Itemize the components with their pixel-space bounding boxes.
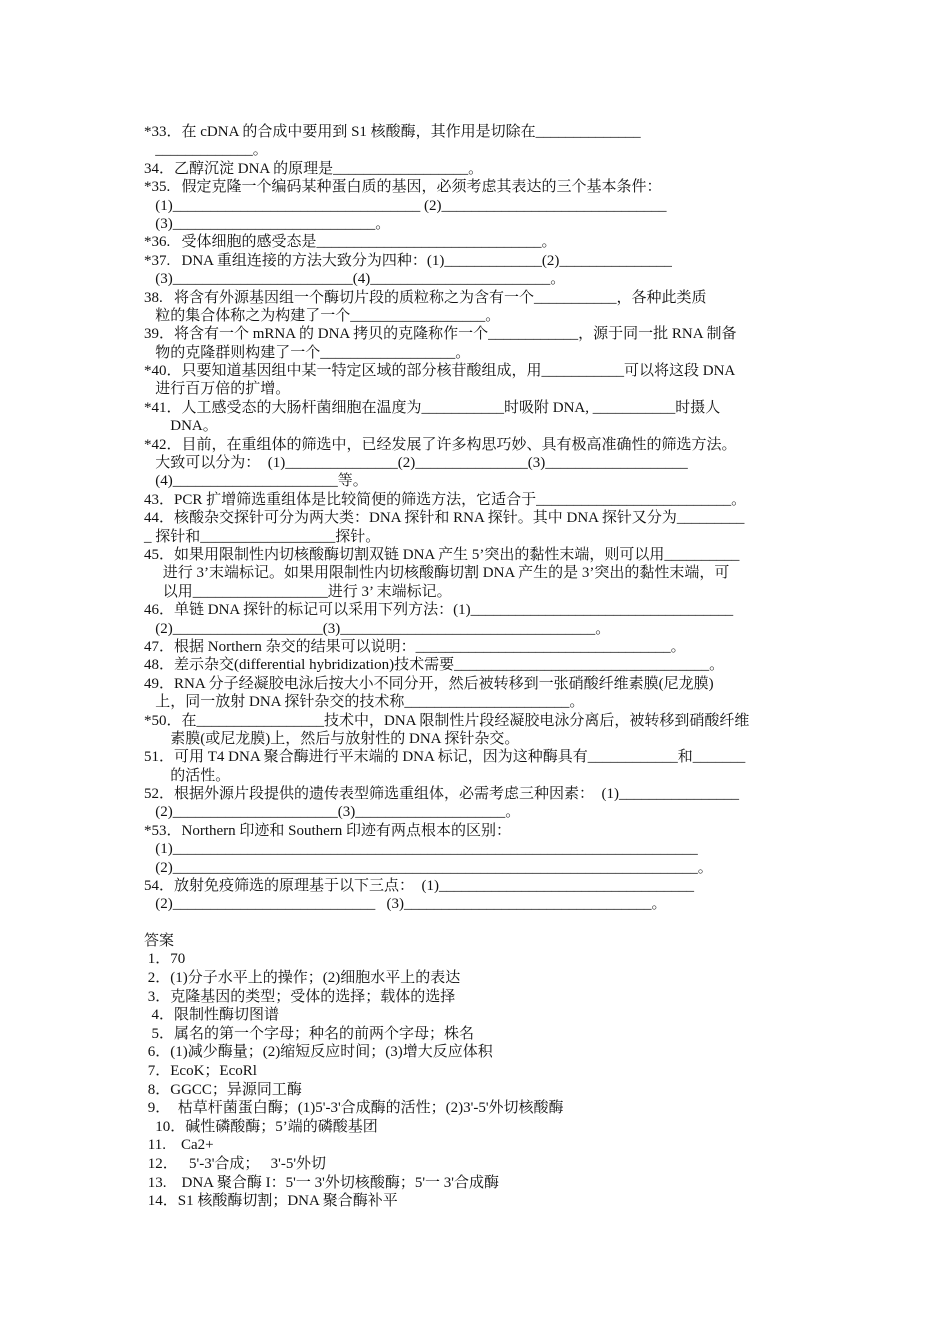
answer-section [144,932,814,1211]
question-line: *40．只要知道基因组中某一特定区域的部分核苷酸组成，用___________可以将这段 DNA [144,363,736,380]
question-line: *42．目前，在重组体的筛选中，已经发展了许多构思巧妙、具有极高准确性的筛选方法。 [144,436,737,453]
question-line: 44．核酸杂交探针可分为两大类：DNA 探针和 RNA 探针。其中 DNA 探针又分为_________ [144,510,745,527]
answer-line: 1．70 [144,951,186,968]
question-line: *37. DNA 重组连接的方法大致分为四种：(1)_____________(2)_______________ [144,252,672,269]
question-line: 49．RNA 分子经凝胶电泳后按大小不同分开，然后被转移到一张硝酸纤维素膜(尼龙膜) [144,675,714,692]
answer-line: 11. Ca2+ [144,1137,214,1154]
question-line: (3)___________________________。 [144,215,391,232]
answer-line: 12． 5'-3'合成； 3'-5'外切 [144,1155,327,1172]
question-line: (4)______________________等。 [144,473,368,490]
question-list [144,123,814,914]
question-line: *53．Northern 印迹和 Southern 印迹有两点根本的区别： [144,822,512,839]
question-line: 54．放射免疫筛选的原理基于以下三点： (1)__________________________________ [144,878,694,895]
question-line: 的活性。 [144,767,231,784]
question-line: (2)____________________(3)__________________________________。 [144,620,611,637]
question-line: 34．乙醇沉淀 DNA 的原理是__________________。 [144,160,484,177]
question-line: _ 探针和__________________探针。 [144,528,381,545]
question-line: (3)________________________(4)________________________。 [144,271,566,288]
question-line: DNA。 [144,418,218,435]
question-line: (1)______________________________________________________________________ [144,841,698,858]
question-line: *33．在 cDNA 的合成中要用到 S1 核酸酶，其作用是切除在______________ [144,124,641,140]
question-line: (2)______________________(3)____________________。 [144,804,521,821]
question-line: 52．根据外源片段提供的遗传表型筛选重组体，必需考虑三种因素： (1)________________ [144,786,739,803]
question-line: 进行百万倍的扩增。 [144,381,291,398]
question-line: 47．根据 Northern 杂交的结果可以说明：__________________________________。 [144,638,686,655]
question-line: (2)___________________________ (3)_________________________________。 [144,896,667,913]
answer-line: 8．GGCC；异源同工酶 [144,1081,302,1098]
question-line: 43．PCR 扩增筛选重组体是比较简便的筛选方法，它适合于__________________________。 [144,491,747,508]
answer-line: 10．碱性磷酸酶；5’端的磷酸基团 [144,1118,378,1135]
answer-line: 6．(1)减少酶量；(2)缩短反应时间；(3)增大反应体积 [144,1044,493,1061]
question-line: (2)______________________________________________________________________。 [144,859,713,876]
answer-title: 答案 [144,932,175,949]
question-line: 上，同一放射 DNA 探针杂交的技术称______________________。 [144,694,585,711]
question-line: 素膜(或尼龙膜)上，然后与放射性的 DNA 探针杂交。 [144,730,520,747]
answer-line: 13. DNA 聚合酶 I：5'一 3'外切核酸酶；5'一 3'合成酶 [144,1174,499,1191]
document-page [144,123,814,1211]
question-line: (1)_________________________________ (2)______________________________ [144,197,667,214]
question-line: 45．如果用限制性内切核酸酶切割双链 DNA 产生 5’突出的黏性末端，则可以用__________ [144,546,740,563]
question-line: 以用__________________进行 3’ 末端标记。 [144,583,452,600]
answer-line: 7．EcoK；EcoRl [144,1062,257,1079]
section-gap [144,914,814,932]
question-line: *35. 假定克隆一个编码某种蛋白质的基因，必须考虑其表达的三个基本条件： [144,179,662,196]
question-line: *41．人工感受态的大肠杆菌细胞在温度为___________时吸附 DNA, ___________时摄人 [144,399,721,416]
question-line: 48．差示杂交(differential hybridization)技术需要__________________________________。 [144,657,725,674]
question-line: 大致可以分为： (1)_______________(2)_______________(3)___________________ [144,455,688,472]
answer-line: 9． 枯草杆菌蛋白酶；(1)5'-3'合成酶的活性；(2)3'-5'外切核酸酶 [144,1100,564,1117]
question-line: 51．可用 T4 DNA 聚合酶进行平末端的 DNA 标记，因为这种酶具有____________和_______ [144,749,746,766]
answer-line: 14．S1 核酸酶切割；DNA 聚合酶补平 [144,1193,398,1210]
question-line: 38. 将含有外源基因组一个酶切片段的质粒称之为含有一个___________，各种此类质 [144,289,707,306]
question-line: 46．单链 DNA 探针的标记可以采用下列方法：(1)___________________________________ [144,602,734,619]
question-line: 物的克隆群则构建了一个__________________。 [144,344,471,361]
question-line: *36. 受体细胞的感受态是______________________________。 [144,234,557,251]
question-line: _____________。 [144,142,268,159]
question-line: 39．将含有一个 mRNA 的 DNA 拷贝的克隆称作一个____________，源于同一批 RNA 制备 [144,326,737,343]
answer-line: 4．限制性酶切图谱 [144,1007,280,1024]
question-line: 粒的集合体称之为构建了一个__________________。 [144,307,501,324]
answer-line: 2．(1)分子水平上的操作；(2)细胞水平上的表达 [144,969,461,986]
answer-line: 5．属名的第一个字母；种名的前两个字母；株名 [144,1025,475,1042]
question-line: 进行 3’末端标记。如果用限制性内切核酸酶切割 DNA 产生的是 3’突出的黏性末端，可 [144,565,730,582]
answer-line: 3．克隆基因的类型；受体的选择；载体的选择 [144,988,456,1005]
question-line: *50．在_________________技术中，DNA 限制性片段经凝胶电泳分离后，被转移到硝酸纤维 [144,712,750,729]
